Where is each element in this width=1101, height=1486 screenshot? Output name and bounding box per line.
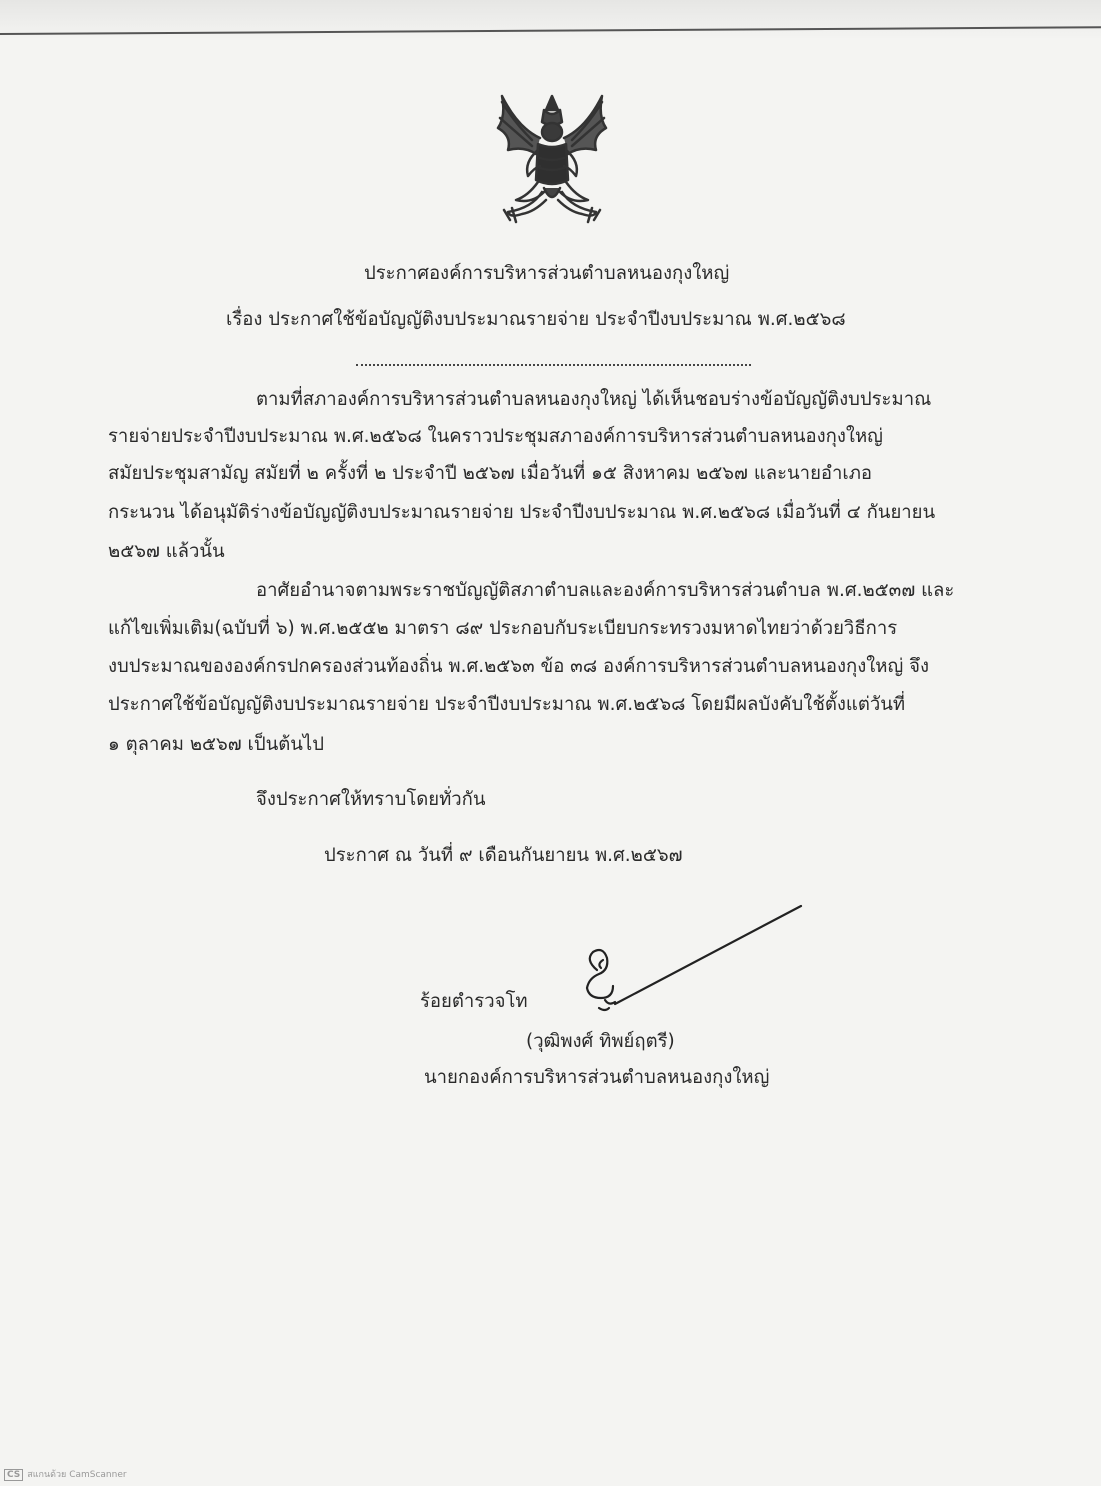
paragraph2-line: งบประมาณขององค์กรปกครองส่วนท้องถิ่น พ.ศ.๒๕๖๓ ข้อ ๓๘ องค์การบริหารส่วนตำบลหนองกุงใหญ่ จึง [108, 656, 930, 677]
camscanner-icon: CS [4, 1469, 23, 1481]
closing-statement: จึงประกาศให้ทราบโดยทั่วกัน [256, 789, 486, 810]
paragraph1-line: ตามที่สภาองค์การบริหารส่วนตำบลหนองกุงใหญ่ ได้เห็นชอบร่างข้อบัญญัติงบประมาณ [256, 389, 932, 410]
divider-dotted-line [356, 364, 751, 366]
scan-edge [0, 0, 1101, 40]
announcement-subject: เรื่อง ประกาศใช้ข้อบัญญัติงบประมาณรายจ่าย ประจำปีงบประมาณ พ.ศ.๒๕๖๘ [226, 309, 846, 330]
paragraph1-line: สมัยประชุมสามัญ สมัยที่ ๒ ครั้งที่ ๒ ประจำปี ๒๕๖๗ เมื่อวันที่ ๑๕ สิงหาคม ๒๕๖๗ และนายอำเภอ [108, 463, 873, 484]
announcement-date: ประกาศ ณ วันที่ ๙ เดือนกันยายน พ.ศ.๒๕๖๗ [324, 845, 683, 866]
signatory-name: (วุฒิพงศ์ ทิพย์ฤตรี) [526, 1031, 675, 1052]
paragraph2-line: แก้ไขเพิ่มเติม(ฉบับที่ ๖) พ.ศ.๒๕๕๒ มาตรา ๘๙ ประกอบกับระเบียบกระทรวงมหาดไทยว่าด้วยวิธีการ [108, 618, 898, 639]
signature [575, 900, 810, 1020]
paragraph1-line: ๒๕๖๗ แล้วนั้น [108, 541, 225, 562]
paragraph1-line: กระนวน ได้อนุมัติร่างข้อบัญญัติงบประมาณรายจ่าย ประจำปีงบประมาณ พ.ศ.๒๕๖๘ เมื่อวันที่ ๔ กันยายน [108, 502, 936, 523]
watermark-text: สแกนด้วย CamScanner [27, 1470, 127, 1480]
paragraph2-line: ประกาศใช้ข้อบัญญัติงบประมาณรายจ่าย ประจำปีงบประมาณ พ.ศ.๒๕๖๘ โดยมีผลบังคับใช้ตั้งแต่วันที่ [108, 694, 906, 715]
signatory-rank: ร้อยตำรวจโท [420, 991, 528, 1012]
signatory-position: นายกองค์การบริหารส่วนตำบลหนองกุงใหญ่ [424, 1067, 770, 1088]
scanner-watermark [4, 1467, 127, 1481]
paragraph2-line: อาศัยอำนาจตามพระราชบัญญัติสภาตำบลและองค์การบริหารส่วนตำบล พ.ศ.๒๕๓๗ และ [256, 580, 955, 601]
announcement-title: ประกาศองค์การบริหารส่วนตำบลหนองกุงใหญ่ [364, 263, 730, 284]
paragraph1-line: รายจ่ายประจำปีงบประมาณ พ.ศ.๒๕๖๘ ในคราวประชุมสภาองค์การบริหารส่วนตำบลหนองกุงใหญ่ [108, 426, 883, 447]
paragraph2-line: ๑ ตุลาคม ๒๕๖๗ เป็นต้นไป [108, 734, 324, 755]
garuda-emblem-icon [488, 88, 616, 228]
